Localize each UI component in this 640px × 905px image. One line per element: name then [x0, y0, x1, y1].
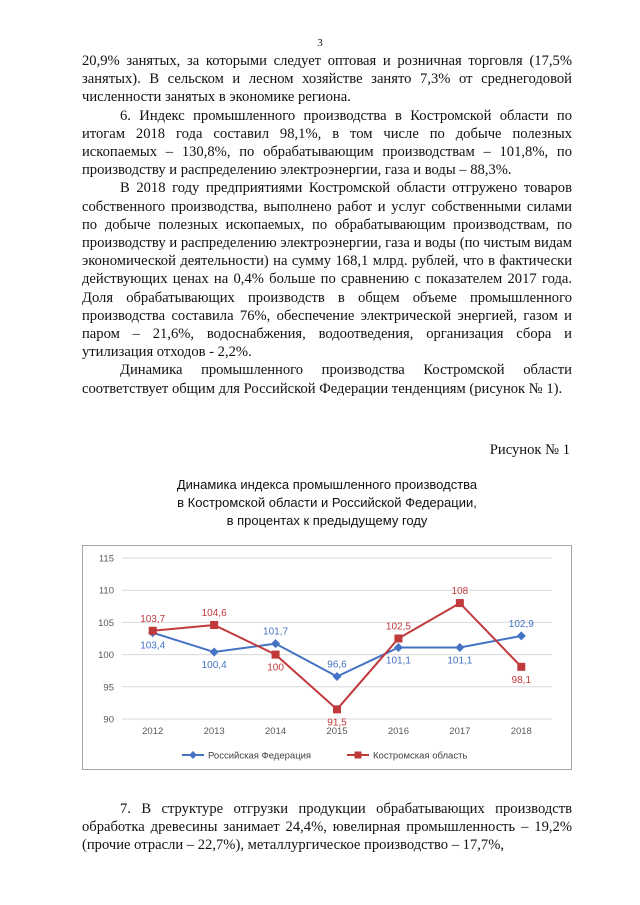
- data-label: 108: [451, 586, 469, 598]
- data-label: 101,7: [263, 626, 289, 638]
- figure-label: Рисунок № 1: [489, 442, 570, 458]
- y-tick-label: 90: [103, 714, 114, 726]
- chart-title-line: в Костромской области и Российской Федерации,: [177, 495, 477, 510]
- data-label: 103,4: [140, 640, 166, 652]
- chart-title-line: в процентах к предыдущему году: [226, 513, 428, 528]
- paragraph: Динамика промышленного производства Костромской области соответствует общим для Российской Федерации тенденциям (рисунок № 1).: [82, 362, 572, 397]
- x-tick-label: 2012: [142, 726, 164, 737]
- data-label: 101,1: [385, 655, 411, 667]
- paragraph: В 2018 году предприятиями Костромской области отгружено товаров собственного производства, выполнено работ и услуг собственными силами по добыче полезных ископаемых, по обрабатывающим производствам, по производству и распределению электроэнергии, газа и воды (по чистым видам экономической деятельности) на сумму 168,1 млрд. рублей, что в фактически действующих ценах на 0,4% больше по сравнению с показателем 2017 года. Доля обрабатывающих производств в общем объеме промышленного производства составила 76%, обеспечение электрической энергией, газом и паром – 21,6%, водоснабжения, водоотведения, организация сбора и утилизация отходов - 2,2%.: [82, 180, 572, 361]
- page-number: 3: [317, 37, 323, 49]
- data-point: [210, 621, 218, 629]
- body-text-bottom: [82, 800, 572, 855]
- data-point: [272, 651, 280, 659]
- data-label: 103,7: [140, 613, 166, 625]
- data-label: 101,1: [447, 655, 473, 667]
- chart-title: [82, 476, 572, 530]
- x-tick-label: 2018: [510, 726, 532, 737]
- data-label: 102,9: [508, 618, 534, 630]
- data-point: [517, 663, 525, 671]
- paragraph: 7. В структуре отгрузки продукции обрабатывающих производств обработка древесины занимает 24,4%, ювелирная промышленность – 19,2% (прочие отрасли – 22,7%), металлургическое производство – 17,7%,: [82, 801, 572, 854]
- legend-label: Костромская область: [373, 750, 468, 762]
- legend-label: Российская Федерация: [208, 750, 312, 762]
- data-label: 91,5: [327, 717, 347, 729]
- data-label: 104,6: [201, 607, 227, 619]
- y-tick-label: 105: [98, 617, 114, 629]
- data-label: 102,5: [385, 621, 411, 633]
- data-label: 98,1: [511, 674, 532, 686]
- data-label: 100,4: [201, 660, 227, 672]
- x-tick-label: 2015: [326, 726, 348, 737]
- y-tick-label: 95: [103, 682, 114, 694]
- legend-marker: [355, 752, 362, 759]
- chart-title-line: Динамика индекса промышленного производства: [176, 477, 478, 492]
- data-label: 96,6: [327, 659, 347, 671]
- y-tick-label: 100: [98, 650, 114, 662]
- data-point: [149, 627, 157, 635]
- x-tick-label: 2013: [203, 726, 225, 737]
- y-tick-label: 115: [98, 553, 114, 565]
- data-point: [394, 635, 402, 643]
- y-tick-label: 110: [98, 585, 114, 597]
- paragraph: 20,9% занятых, за которыми следует оптовая и розничная торговля (17,5% занятых). В сельском и лесном хозяйстве занято 7,3% от среднегодовой численности занятых в экономике региона.: [82, 53, 572, 106]
- body-text-top: [82, 52, 572, 398]
- paragraph: 6. Индекс промышленного производства в Костромской области по итогам 2018 года составил 98,1%, в том числе по добыче полезных ископаемых – 130,8%, по обрабатывающим производствам – 101,8%, по производству и распределению электроэнергии, газа и воды – 88,3%.: [82, 107, 572, 179]
- x-tick-label: 2014: [265, 726, 287, 737]
- line-chart: [82, 545, 572, 770]
- data-point: [333, 705, 341, 713]
- x-tick-label: 2016: [387, 726, 409, 737]
- data-point: [456, 599, 464, 607]
- x-tick-label: 2017: [449, 726, 471, 737]
- data-label: 100: [267, 662, 284, 674]
